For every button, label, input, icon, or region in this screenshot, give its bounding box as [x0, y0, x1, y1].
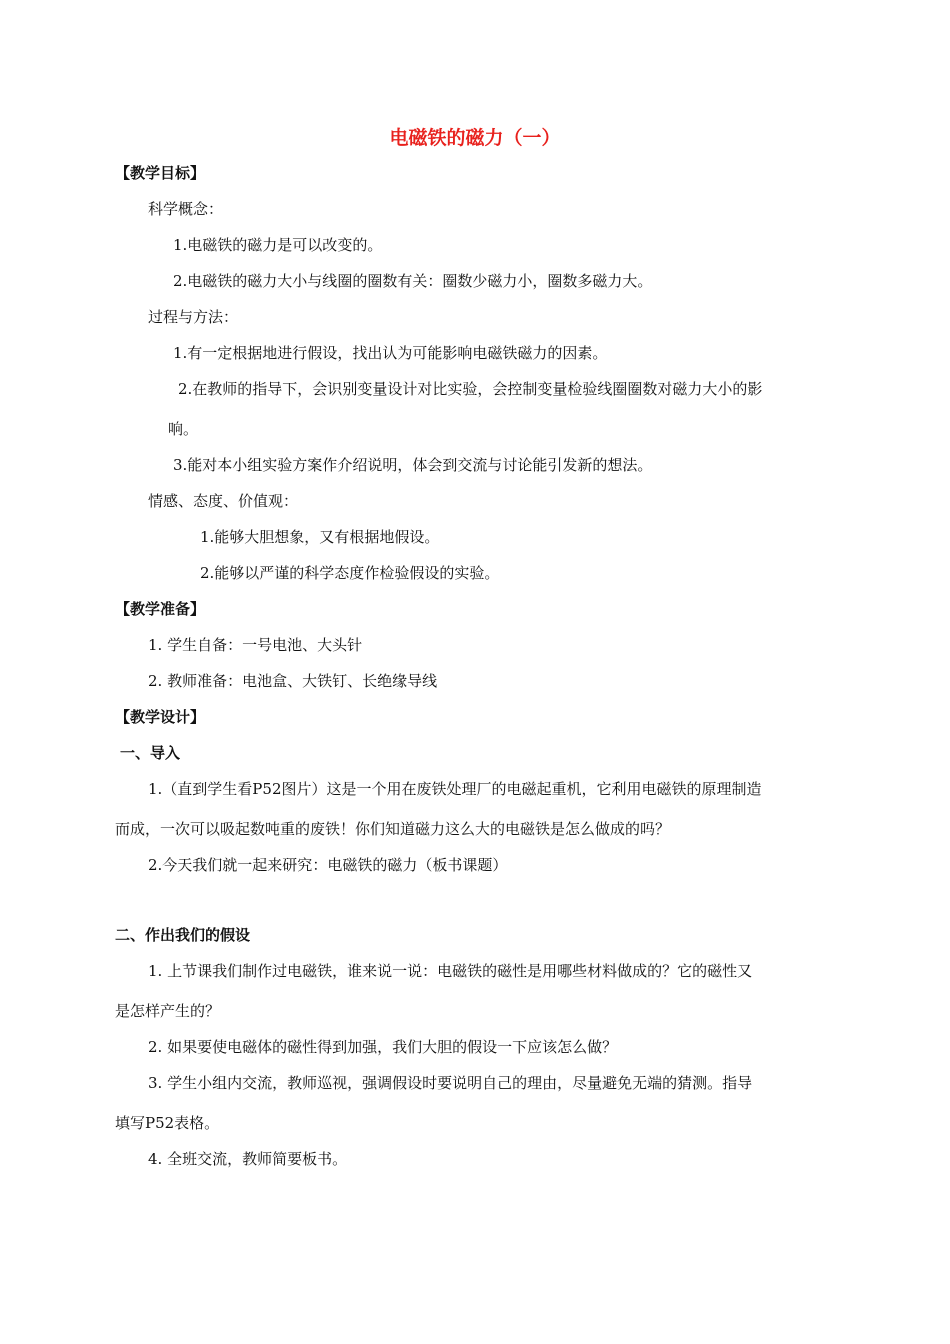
hypothesis-line: 填写P52表格。 [115, 1114, 220, 1132]
intro-line: 1.（直到学生看P52图片）这是一个用在废铁处理厂的电磁起重机，它利用电磁铁的原理制造 [148, 780, 762, 798]
section-heading-hypothesis: 二、作出我们的假设 [115, 926, 251, 944]
concept-item: 2.电磁铁的磁力大小与线圈的圈数有关：圈数少磁力小，圈数多磁力大。 [173, 272, 653, 290]
attitude-item: 2.能够以严谨的科学态度作检验假设的实验。 [200, 564, 500, 582]
preparation-heading: 【教学准备】 [115, 600, 206, 618]
preparation-item: 1. 学生自备：一号电池、大头针 [148, 636, 363, 654]
hypothesis-line: 3. 学生小组内交流，教师巡视，强调假设时要说明自己的理由，尽量避免无端的猜测。指导 [148, 1074, 753, 1092]
intro-line: 2.今天我们就一起来研究：电磁铁的磁力（板书课题） [148, 856, 508, 874]
intro-line: 而成，一次可以吸起数吨重的废铁！你们知道磁力这么大的电磁铁是怎么做成的吗？ [115, 820, 671, 838]
hypothesis-line: 2. 如果要使电磁体的磁性得到加强，我们大胆的假设一下应该怎么做？ [148, 1038, 618, 1056]
hypothesis-line: 是怎样产生的？ [115, 1002, 221, 1020]
concept-item: 1.电磁铁的磁力是可以改变的。 [173, 236, 383, 254]
process-item: 3.能对本小组实验方案作介绍说明，体会到交流与讨论能引发新的想法。 [173, 456, 653, 474]
process-item-continuation: 响。 [168, 420, 199, 438]
process-item: 2.在教师的指导下，会识别变量设计对比实验，会控制变量检验线圈圈数对磁力大小的影 [178, 380, 763, 398]
process-item: 1.有一定根据地进行假设，找出认为可能影响电磁铁磁力的因素。 [173, 344, 608, 362]
section-heading-intro: 一、导入 [120, 744, 181, 762]
objectives-heading: 【教学目标】 [115, 164, 206, 182]
preparation-item: 2. 教师准备：电池盒、大铁钉、长绝缘导线 [148, 672, 438, 690]
attitude-label: 情感、态度、价值观： [148, 492, 299, 510]
design-heading: 【教学设计】 [115, 708, 206, 726]
attitude-item: 1.能够大胆想象，又有根据地假设。 [200, 528, 440, 546]
hypothesis-line: 4. 全班交流，教师简要板书。 [148, 1150, 348, 1168]
document-title: 电磁铁的磁力（一） [389, 127, 561, 149]
concepts-label: 科学概念： [148, 200, 224, 218]
hypothesis-line: 1. 上节课我们制作过电磁铁，谁来说一说：电磁铁的磁性是用哪些材料做成的？它的磁性又 [148, 962, 753, 980]
process-label: 过程与方法： [148, 308, 239, 326]
